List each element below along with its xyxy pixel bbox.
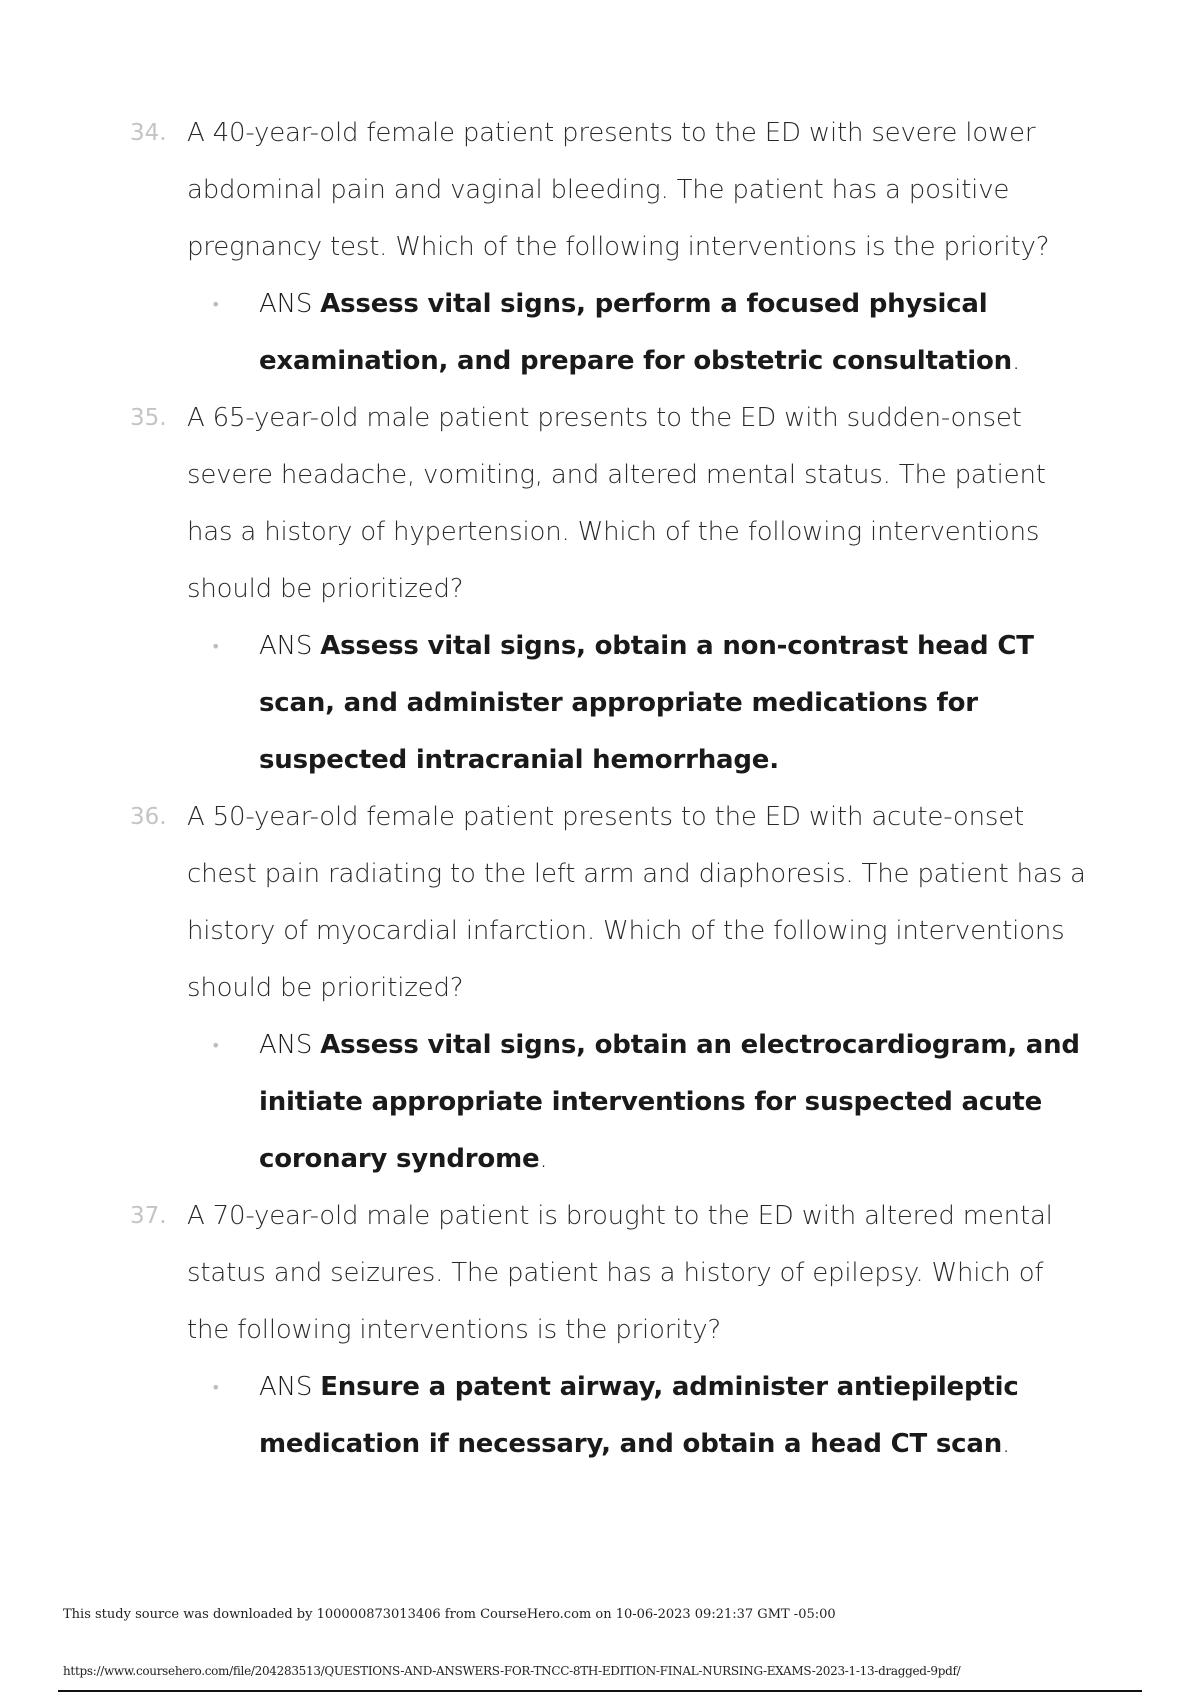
- question-text: A 70-year-old male patient is brought to the ED with altered mental status and seizures. The patient has a history of epilepsy. Which of the following interventions is the priority?: [187, 1201, 1053, 1345]
- question-list: [130, 105, 1090, 1473]
- bullet-icon: •: [211, 295, 221, 314]
- answer-text: Assess vital signs, obtain a non-contrast head CT scan, and administer appropriate medications for suspected intracranial hemorrhage.: [259, 631, 1034, 775]
- answer-text: Ensure a patent airway, administer antiepileptic medication if necessary, and obtain a head CT scan: [259, 1372, 1019, 1459]
- answer-suffix: .: [1011, 346, 1021, 376]
- source-url[interactable]: https://www.coursehero.com/file/204283513/QUESTIONS-AND-ANSWERS-FOR-TNCC-8TH-EDITION-FINAL-NURSING-EXAMS-2023-1-13-dragged-9pdf/: [63, 1664, 961, 1678]
- answer-text: Assess vital signs, perform a focused physical examination, and prepare for obstetric consultation: [259, 289, 1012, 376]
- answer-suffix: .: [1002, 1429, 1011, 1459]
- answer-text: Assess vital signs, obtain an electrocardiogram, and initiate appropriate interventions for suspected acute coronary syndrome: [259, 1030, 1080, 1174]
- bullet-icon: •: [211, 1036, 221, 1055]
- answer-item: [211, 1017, 1090, 1188]
- answer-item: [211, 276, 1090, 390]
- question-number: 35.: [130, 405, 167, 431]
- bullet-icon: •: [211, 1378, 221, 1397]
- answer-suffix: .: [539, 1144, 548, 1174]
- question-number: 34.: [130, 120, 167, 146]
- answer-prefix: ANS: [259, 631, 313, 661]
- question-number: 37.: [130, 1203, 167, 1229]
- question-text: A 40-year-old female patient presents to the ED with severe lower abdominal pain and vaginal bleeding. The patient has a positive pregnancy test. Which of the following interventions is the priority?: [187, 118, 1050, 262]
- footer-divider: [58, 1690, 1142, 1692]
- download-source-note: This study source was downloaded by 100000873013406 from CourseHero.com on 10-06-2023 09:21:37 GMT -05:00: [63, 1607, 836, 1622]
- question-number: 36.: [130, 804, 167, 830]
- question-text: A 65-year-old male patient presents to the ED with sudden-onset severe headache, vomiting, and altered mental status. The patient has a history of hypertension. Which of the following interventions should be prioritized?: [187, 403, 1046, 604]
- question-item: [130, 390, 1090, 789]
- answer-item: [211, 618, 1090, 789]
- question-item: [130, 105, 1090, 390]
- answer-prefix: ANS: [259, 1030, 313, 1060]
- question-text: A 50-year-old female patient presents to the ED with acute-onset chest pain radiating to the left arm and diaphoresis. The patient has a history of myocardial infarction. Which of the following interventions should be prioritized?: [187, 802, 1086, 1003]
- answer-prefix: ANS: [259, 1372, 313, 1402]
- bullet-icon: •: [211, 637, 221, 656]
- question-item: [130, 789, 1090, 1188]
- answer-prefix: ANS: [259, 289, 313, 319]
- question-item: [130, 1188, 1090, 1473]
- answer-item: [211, 1359, 1090, 1473]
